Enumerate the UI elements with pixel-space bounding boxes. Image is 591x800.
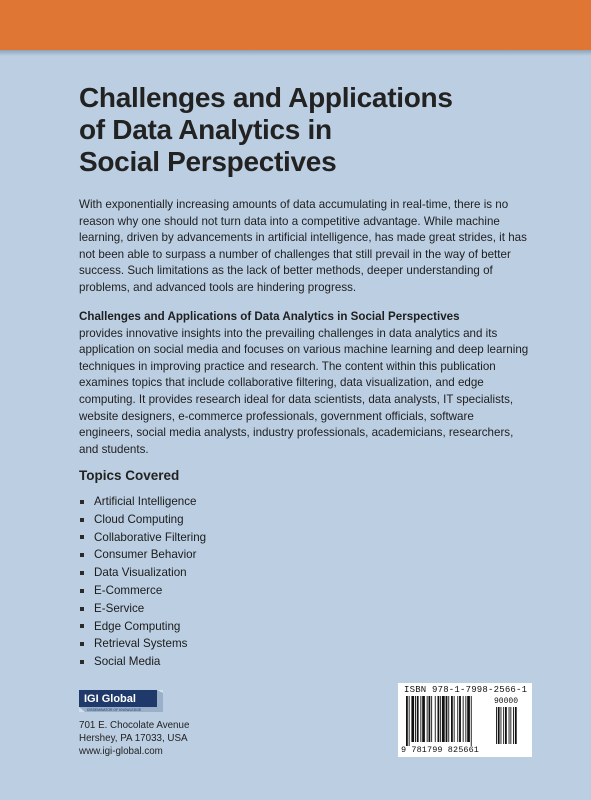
topic-label: Artificial Intelligence	[94, 495, 197, 508]
bullet-icon	[80, 518, 84, 522]
topic-item	[79, 564, 206, 582]
bullet-icon	[80, 624, 84, 628]
ean-digits: 9 781799 825661	[401, 745, 480, 755]
topic-label: E-Service	[94, 601, 145, 615]
topic-item	[79, 511, 206, 529]
barcode-bar	[448, 696, 449, 742]
topic-item	[79, 635, 206, 653]
barcode-bar	[427, 696, 428, 742]
bullet-icon	[80, 607, 84, 611]
description-paragraph-1: With exponentially increasing amounts of data accumulating in real-time, there is no reason why one should not turn data into a competitive advantage. While machine learning, driven by advancements in artificial intelligence, has made great strides, it has not been able to surpass a number of challenges that still prevail in the way of better success. Such limitations as the lack of better methods, deeper understanding of problems, and advanced tools are hindering progress.	[79, 198, 527, 294]
barcode-addon-bar	[509, 707, 510, 744]
topic-item	[79, 600, 206, 618]
title-line-3: Social Perspectives	[79, 146, 337, 177]
topic-label: E-Commerce	[94, 583, 163, 597]
topic-label: Collaborative Filtering	[94, 530, 207, 544]
topic-item	[79, 546, 206, 564]
address-street: 701 E. Chocolate Avenue	[79, 720, 190, 731]
barcode-bar	[409, 696, 410, 746]
barcode-bar	[417, 696, 419, 742]
book-title	[79, 82, 519, 178]
band-shadow	[0, 50, 591, 56]
description-paragraph-2	[79, 309, 529, 458]
barcode-addon-bar	[503, 707, 504, 744]
topics-list	[79, 493, 206, 671]
barcode-bar	[467, 696, 470, 742]
barcode-addon-bar	[513, 707, 514, 744]
title-line-2: of Data Analytics in	[79, 114, 332, 145]
topic-item	[79, 493, 206, 511]
barcode-addon-number: 90000	[494, 697, 519, 706]
barcode-addon-bar	[505, 707, 507, 744]
barcode-bar	[442, 696, 445, 742]
bullet-icon	[80, 500, 84, 504]
barcode-bar	[465, 696, 466, 742]
barcode-bar	[440, 696, 441, 742]
publisher-website: www.igi-global.com	[79, 746, 163, 757]
description-body: provides innovative insights into the prevailing challenges in data analytics and its application on social media and focuses on various machine learning and deep learning techniques in improving practice and research. The content within this publication examines topics that include collaborative filtering, data visualization, and edge computing. It provides research ideal for data scientists, data analysts, IT specialists, website designers, e-commerce professionals, government officials, software engineers, social media analysts, industry professionals, academicians, researchers, and students.	[79, 326, 529, 456]
topic-label: Social Media	[94, 655, 161, 669]
topic-label: Retrieval Systems	[94, 637, 188, 651]
barcode-bar	[438, 696, 440, 742]
barcode-bar	[429, 696, 431, 742]
barcode-addon-bar	[498, 707, 500, 744]
barcode-bar	[459, 696, 461, 742]
bullet-icon	[80, 553, 84, 557]
top-color-band	[0, 0, 591, 50]
bullet-icon	[80, 535, 84, 539]
barcode-bar	[415, 696, 416, 742]
publisher-address	[79, 719, 189, 758]
bullet-icon	[80, 571, 84, 575]
topic-label: Cloud Computing	[94, 512, 184, 526]
barcode-bar	[457, 696, 458, 742]
barcode-bar	[422, 696, 425, 742]
barcode-addon-bar	[510, 707, 511, 744]
topics-heading: Topics Covered	[79, 468, 180, 483]
barcode-bar	[451, 696, 453, 742]
topic-item	[79, 582, 206, 600]
topic-label: Edge Computing	[94, 619, 181, 633]
barcode-bar	[420, 696, 421, 742]
igi-global-logo	[79, 690, 163, 712]
bullet-icon	[80, 642, 84, 646]
isbn-barcode	[398, 683, 532, 757]
isbn-number: ISBN 978-1-7998-2566-1	[404, 685, 528, 695]
topic-label: Data Visualization	[94, 566, 187, 580]
address-city: Hershey, PA 17033, USA	[79, 733, 188, 744]
barcode-bar	[454, 696, 455, 742]
barcode-addon-bar	[515, 707, 517, 744]
topic-label: Consumer Behavior	[94, 548, 197, 562]
title-line-1: Challenges and Applications	[79, 82, 453, 113]
bullet-icon	[80, 589, 84, 593]
barcode-addon-bar	[496, 707, 497, 744]
barcode-bar	[471, 696, 472, 746]
logo-tagline: DISSEMINATOR OF KNOWLEDGE	[87, 708, 142, 712]
topic-item	[79, 618, 206, 636]
barcode-bar	[446, 696, 448, 742]
barcode-bar	[435, 696, 436, 742]
logo-text: IGI Global	[84, 693, 136, 705]
barcode-bars	[402, 696, 530, 746]
bullet-icon	[80, 660, 84, 664]
topic-item	[79, 653, 206, 671]
barcode-bar	[406, 696, 408, 746]
barcode-bar	[463, 696, 464, 742]
description-lead-title: Challenges and Applications of Data Analytics in Social Perspectives	[79, 310, 460, 323]
barcode-bar	[431, 696, 432, 742]
topic-item	[79, 529, 206, 547]
barcode-bar	[411, 696, 414, 742]
barcode-addon-bar	[501, 707, 502, 744]
